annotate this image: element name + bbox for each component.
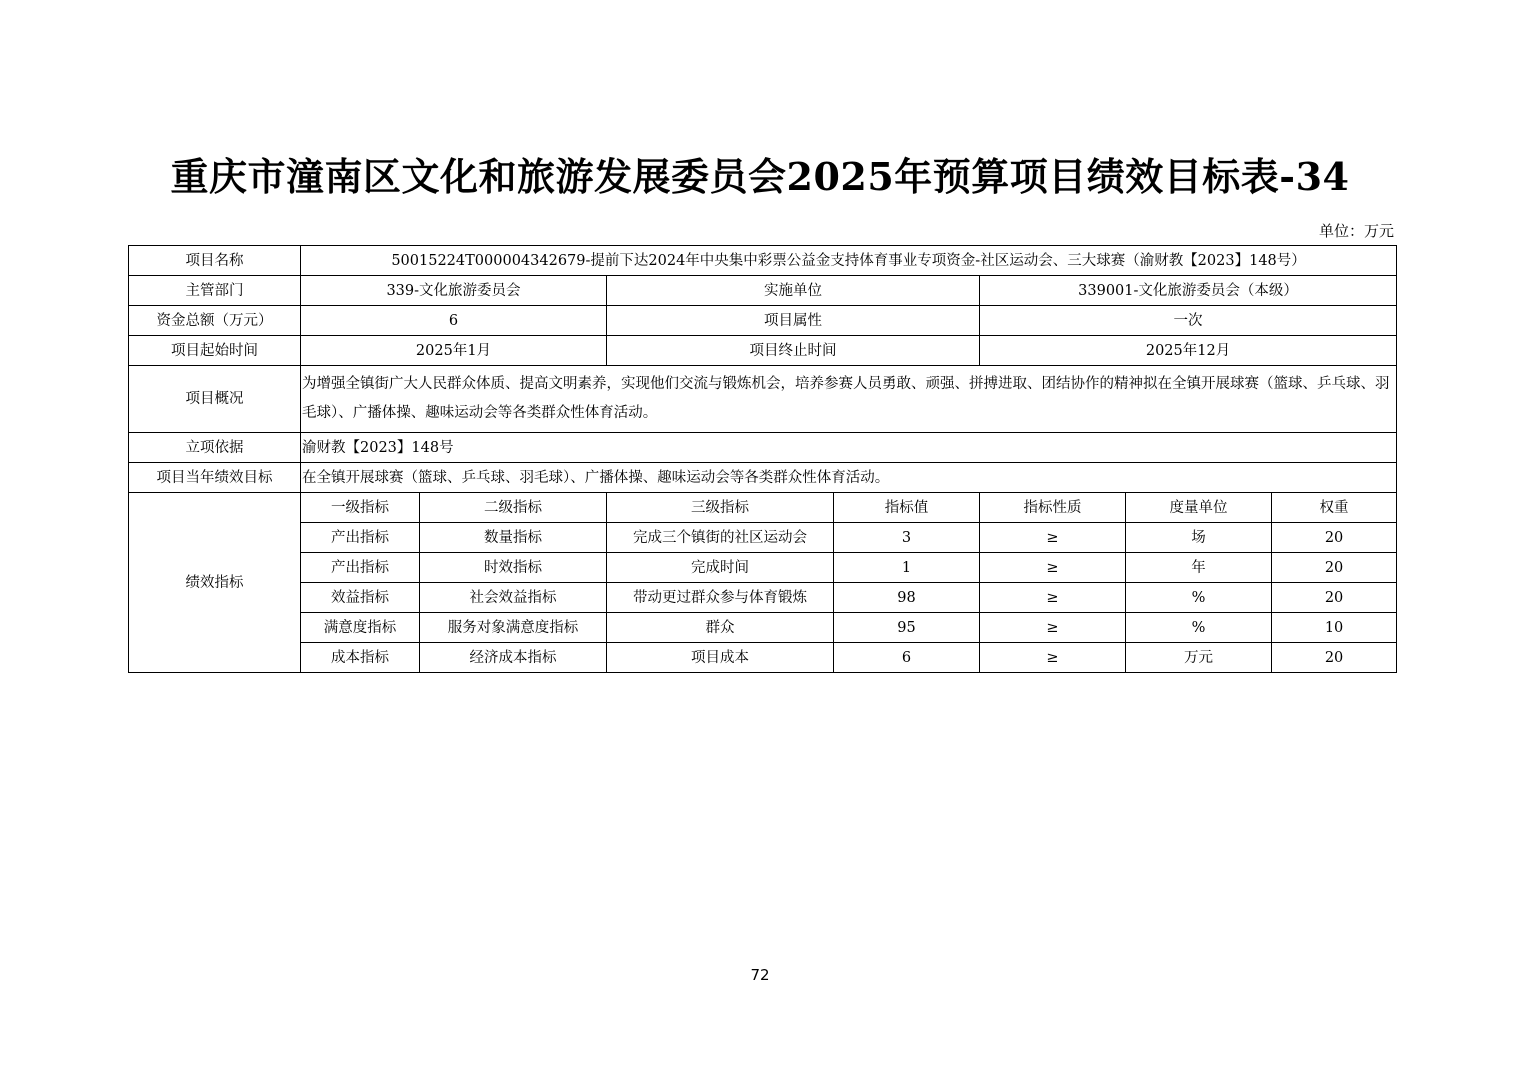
header-weight: 权重 [1272,493,1397,523]
row-department [129,276,1397,306]
cell-level2: 服务对象满意度指标 [420,613,607,643]
unit-label: 单位：万元 [1318,222,1394,240]
cell-weight: 20 [1272,553,1397,583]
label-department: 主管部门 [129,276,301,306]
label-annual-goal: 项目当年绩效目标 [129,463,301,493]
value-overview: 为增强全镇街广大人民群众体质、提高文明素养，实现他们交流与锻炼机会，培养参赛人员勇敢、顽强、拼搏进取、团结协作的精神拟在全镇开展球赛（篮球、乒乓球、羽毛球）、广播体操、趣味运动会等各类群众性体育活动。 [301,366,1397,433]
value-end-time: 2025年12月 [980,336,1397,366]
label-overview: 项目概况 [129,366,301,433]
cell-unit: 场 [1126,523,1272,553]
cell-level2: 经济成本指标 [420,643,607,673]
cell-level1: 产出指标 [301,553,420,583]
cell-value: 1 [834,553,980,583]
cell-nature: ≥ [980,583,1126,613]
cell-weight: 20 [1272,583,1397,613]
header-nature: 指标性质 [980,493,1126,523]
indicator-row [129,583,1397,613]
cell-level2: 数量指标 [420,523,607,553]
value-department: 339-文化旅游委员会 [301,276,607,306]
label-indicators: 绩效指标 [129,493,301,673]
indicator-row [129,523,1397,553]
value-basis: 渝财教【2023】148号 [301,433,1397,463]
cell-weight: 10 [1272,613,1397,643]
label-project-attribute: 项目属性 [607,306,980,336]
cell-level1: 产出指标 [301,523,420,553]
label-project-name: 项目名称 [129,246,301,276]
row-project-name [129,246,1397,276]
cell-level2: 时效指标 [420,553,607,583]
cell-level1: 成本指标 [301,643,420,673]
page-title: 重庆市潼南区文化和旅游发展委员会2025年预算项目绩效目标表-34 [170,154,1350,199]
cell-level1: 效益指标 [301,583,420,613]
value-start-time: 2025年1月 [301,336,607,366]
indicator-row [129,643,1397,673]
value-project-attribute: 一次 [980,306,1397,336]
label-fund-total: 资金总额（万元） [129,306,301,336]
header-level3: 三级指标 [607,493,834,523]
cell-value: 6 [834,643,980,673]
cell-nature: ≥ [980,613,1126,643]
cell-nature: ≥ [980,553,1126,583]
label-start-time: 项目起始时间 [129,336,301,366]
header-unit: 度量单位 [1126,493,1272,523]
header-level2: 二级指标 [420,493,607,523]
value-project-name: 50015224T000004342679-提前下达2024年中央集中彩票公益金支持体育事业专项资金-社区运动会、三大球赛（渝财教【2023】148号） [301,246,1397,276]
row-dates [129,336,1397,366]
value-fund-total: 6 [301,306,607,336]
value-implementing-unit: 339001-文化旅游委员会（本级） [980,276,1397,306]
label-implementing-unit: 实施单位 [607,276,980,306]
indicator-row [129,613,1397,643]
cell-unit: 万元 [1126,643,1272,673]
cell-value: 95 [834,613,980,643]
value-annual-goal: 在全镇开展球赛（篮球、乒乓球、羽毛球）、广播体操、趣味运动会等各类群众性体育活动。 [301,463,1397,493]
cell-level3: 带动更过群众参与体育锻炼 [607,583,834,613]
performance-table [128,245,1397,673]
cell-level3: 群众 [607,613,834,643]
label-basis: 立项依据 [129,433,301,463]
cell-nature: ≥ [980,643,1126,673]
row-annual-goal [129,463,1397,493]
header-value: 指标值 [834,493,980,523]
cell-nature: ≥ [980,523,1126,553]
cell-value: 98 [834,583,980,613]
indicator-row [129,553,1397,583]
cell-unit: 年 [1126,553,1272,583]
label-end-time: 项目终止时间 [607,336,980,366]
header-level1: 一级指标 [301,493,420,523]
cell-unit: % [1126,583,1272,613]
cell-level3: 项目成本 [607,643,834,673]
page-number: 72 [750,966,770,984]
cell-level2: 社会效益指标 [420,583,607,613]
cell-unit: % [1126,613,1272,643]
cell-value: 3 [834,523,980,553]
cell-weight: 20 [1272,643,1397,673]
row-basis [129,433,1397,463]
cell-level1: 满意度指标 [301,613,420,643]
row-fund [129,306,1397,336]
indicator-header-row [129,493,1397,523]
cell-level3: 完成时间 [607,553,834,583]
row-overview [129,366,1397,433]
cell-level3: 完成三个镇街的社区运动会 [607,523,834,553]
cell-weight: 20 [1272,523,1397,553]
